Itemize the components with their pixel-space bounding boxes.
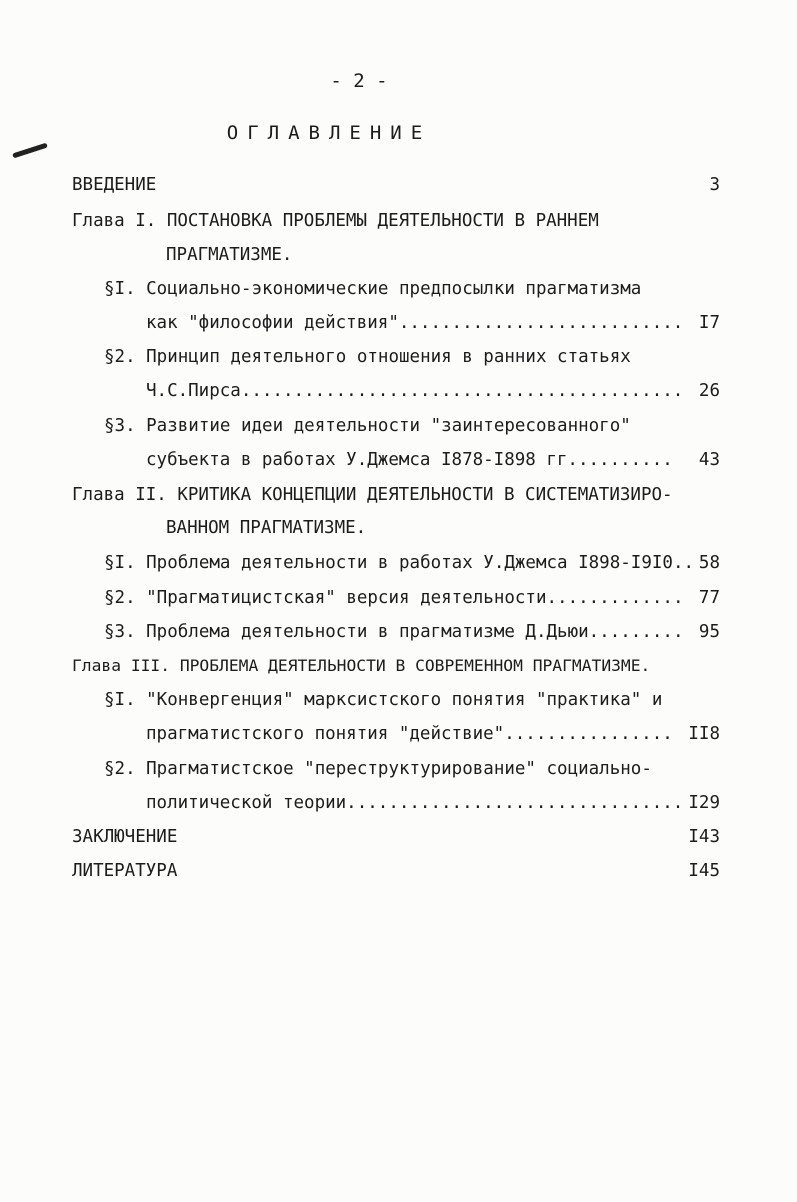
toc-page-2-2: 77: [698, 588, 720, 608]
toc-section-3-2-cont: политической теории................................: [146, 793, 684, 813]
toc-section-1-1-cont: как "философии действия"...........................: [146, 313, 684, 333]
toc-chapter-3: Глава III. ПРОБЛЕМА ДЕЯТЕЛЬНОСТИ В СОВРЕМЕННОМ ПРАГМАТИЗМЕ.: [72, 656, 651, 675]
toc-page-literature: I45: [688, 861, 720, 881]
toc-section-1-1: §I. Социально-экономические предпосылки прагматизма: [104, 279, 642, 299]
toc-page-2-3: 95: [698, 622, 720, 642]
toc-section-3-1: §I. "Конвергенция" марксистского понятия "практика" и: [104, 690, 663, 710]
toc-section-2-1: §I. Проблема деятельности в работах У.Джемса I898-I9I0..: [104, 553, 695, 573]
ink-mark: [12, 143, 48, 159]
toc-section-2-3: §3. Проблема деятельности в прагматизме Д.Дьюи.........: [104, 622, 684, 642]
toc-page-2-1: 58: [698, 553, 720, 573]
page-number: - 2 -: [330, 70, 388, 92]
toc-section-1-3: §3. Развитие идеи деятельности "заинтересованного": [104, 416, 631, 436]
toc-chapter-2-cont: ВАННОМ ПРАГМАТИЗМЕ.: [166, 518, 367, 538]
toc-entry-conclusion: ЗАКЛЮЧЕНИЕ: [72, 827, 178, 847]
toc-page-1-2: 26: [698, 381, 720, 401]
toc-page-introduction: 3: [709, 175, 720, 195]
toc-section-2-2: §2. "Прагматицистская" версия деятельности.............: [104, 588, 684, 608]
page-title: ОГЛАВЛЕНИЕ: [226, 122, 432, 144]
toc-entry-literature: ЛИТЕРАТУРА: [72, 861, 178, 881]
toc-entry-introduction: ВВЕДЕНИЕ: [72, 175, 157, 195]
toc-page-1-1: I7: [698, 313, 720, 333]
toc-chapter-1: Глава I. ПОСТАНОВКА ПРОБЛЕМЫ ДЕЯТЕЛЬНОСТИ В РАННЕМ: [72, 211, 599, 231]
toc-section-1-3-cont: субъекта в работах У.Джемса I878-I898 гг..........: [146, 450, 673, 470]
toc-page-3-1: II8: [688, 724, 720, 744]
toc-page-3-2: I29: [688, 793, 720, 813]
toc-section-1-2-cont: Ч.С.Пирса..........................................: [146, 381, 684, 401]
toc-chapter-1-cont: ПРАГМАТИЗМЕ.: [166, 245, 293, 265]
toc-section-3-2: §2. Прагматистское "переструктурирование" социально-: [104, 759, 652, 779]
toc-section-3-1-cont: прагматистского понятия "действие"................: [146, 724, 673, 744]
toc-page-conclusion: I43: [688, 827, 720, 847]
toc-section-1-2: §2. Принцип деятельного отношения в ранних статьях: [104, 347, 631, 367]
toc-page-1-3: 43: [698, 450, 720, 470]
toc-chapter-2: Глава II. КРИТИКА КОНЦЕПЦИИ ДЕЯТЕЛЬНОСТИ В СИСТЕМАТИЗИРО-: [72, 485, 673, 505]
